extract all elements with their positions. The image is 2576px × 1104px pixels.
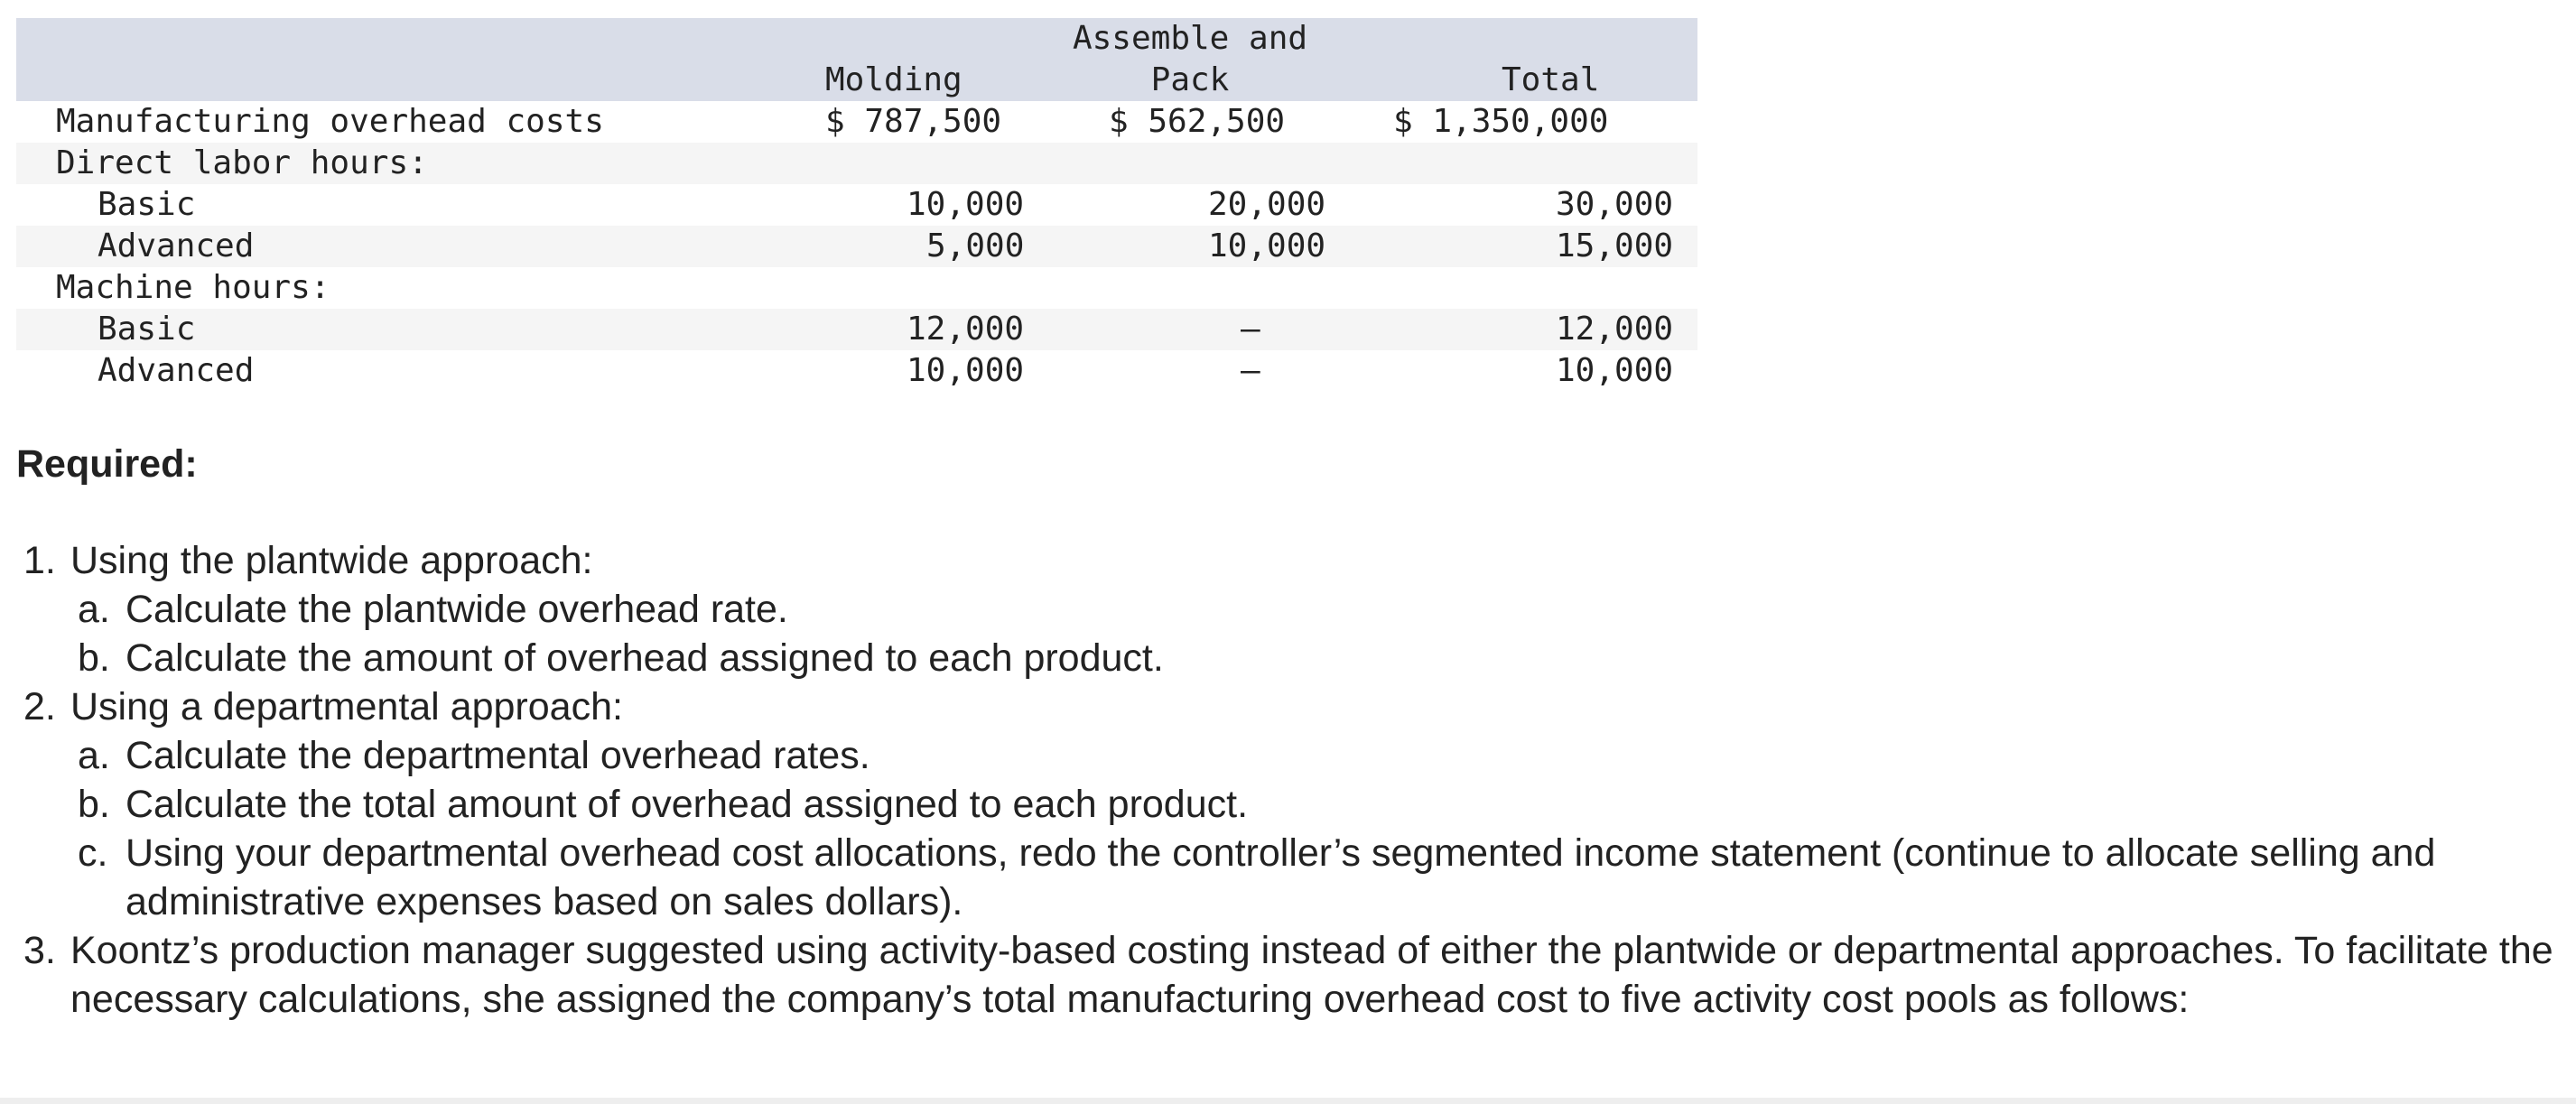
cell-total: 12,000 [1556, 311, 1674, 348]
row-label: Basic [98, 186, 196, 223]
cell-total: 10,000 [1556, 352, 1674, 389]
header-total: Total [1502, 61, 1600, 98]
list-item [23, 926, 2561, 1024]
cell-total: 15,000 [1556, 227, 1674, 264]
subitem-letter: c. [78, 831, 108, 875]
row-label: Manufacturing overhead costs [56, 103, 604, 140]
header-blank [16, 18, 749, 101]
row-label: Machine hours: [56, 269, 330, 306]
cell-assemble-pack: 10,000 [1208, 227, 1326, 264]
cell-assemble-pack [1028, 143, 1353, 184]
subitem-text: Calculate the total amount of overhead assigned to each product. [126, 783, 1249, 826]
item-number: 1. [23, 539, 56, 582]
row-label: Advanced [98, 352, 255, 389]
cell-molding [749, 267, 1028, 309]
subitem-letter: b. [78, 783, 110, 826]
item-text: Using the plantwide approach: [70, 539, 593, 582]
list-subitem [23, 585, 2561, 634]
table-row [16, 267, 1697, 309]
table-row [16, 101, 1697, 143]
cell-assemble-pack: 20,000 [1208, 186, 1326, 223]
table-row [16, 143, 1697, 184]
cell-assemble-pack: $ 562,500 [1109, 103, 1286, 140]
cell-total [1353, 267, 1697, 309]
item-number: 3. [23, 929, 56, 972]
overhead-data-table [16, 18, 1697, 392]
header-assemble-pack-line1: Assemble and [1072, 20, 1308, 57]
subitem-text: Calculate the amount of overhead assigned to each product. [126, 636, 1164, 680]
header-molding: Molding [825, 61, 963, 98]
subitem-text: Calculate the departmental overhead rates. [126, 734, 870, 777]
row-label: Direct labor hours: [56, 144, 428, 181]
cell-molding [749, 143, 1028, 184]
table-row [16, 309, 1697, 350]
subitem-letter: b. [78, 636, 110, 680]
cell-total [1353, 143, 1697, 184]
row-label: Basic [98, 311, 196, 348]
cell-molding: $ 787,500 [825, 103, 1002, 140]
item-number: 2. [23, 685, 56, 728]
table-header-row [16, 18, 1697, 101]
bottom-divider [0, 1098, 2576, 1104]
cell-molding: 5,000 [926, 227, 1025, 264]
list-subitem [23, 634, 2561, 682]
subitem-letter: a. [78, 734, 110, 777]
subitem-text: Using your departmental overhead cost allocations, redo the controller’s segmented income statement (continue to allocate selling and administrative expenses based on sales dollars). [126, 831, 2436, 923]
cell-molding: 12,000 [907, 311, 1025, 348]
cell-molding: 10,000 [907, 352, 1025, 389]
cell-assemble-pack [1028, 267, 1353, 309]
cell-total: $ 1,350,000 [1393, 103, 1609, 140]
item-text: Using a departmental approach: [70, 685, 623, 728]
cell-assemble-pack: – [1241, 311, 1260, 348]
cell-molding: 10,000 [907, 186, 1025, 223]
header-assemble-pack [1028, 18, 1353, 101]
table-row [16, 350, 1697, 392]
list-subitem [23, 731, 2561, 780]
table-row [16, 184, 1697, 226]
cell-assemble-pack: – [1241, 352, 1260, 389]
list-subitem [23, 829, 2561, 926]
item-text: Koontz’s production manager suggested using activity-based costing instead of either the plantwide or departmental approaches. To facilitate the necessary calculations, she assigned the company’s total manufacturing overhead cost to five activity cost pools as follows: [70, 929, 2553, 1021]
cell-total: 30,000 [1556, 186, 1674, 223]
list-subitem [23, 780, 2561, 829]
list-item [23, 682, 2561, 731]
row-label: Advanced [98, 227, 255, 264]
subitem-text: Calculate the plantwide overhead rate. [126, 588, 788, 631]
required-list [23, 536, 2561, 1024]
table-row [16, 226, 1697, 267]
subitem-letter: a. [78, 588, 110, 631]
required-heading: Required: [16, 442, 198, 486]
header-assemble-pack-line2: Pack [1150, 61, 1230, 98]
list-item [23, 536, 2561, 585]
